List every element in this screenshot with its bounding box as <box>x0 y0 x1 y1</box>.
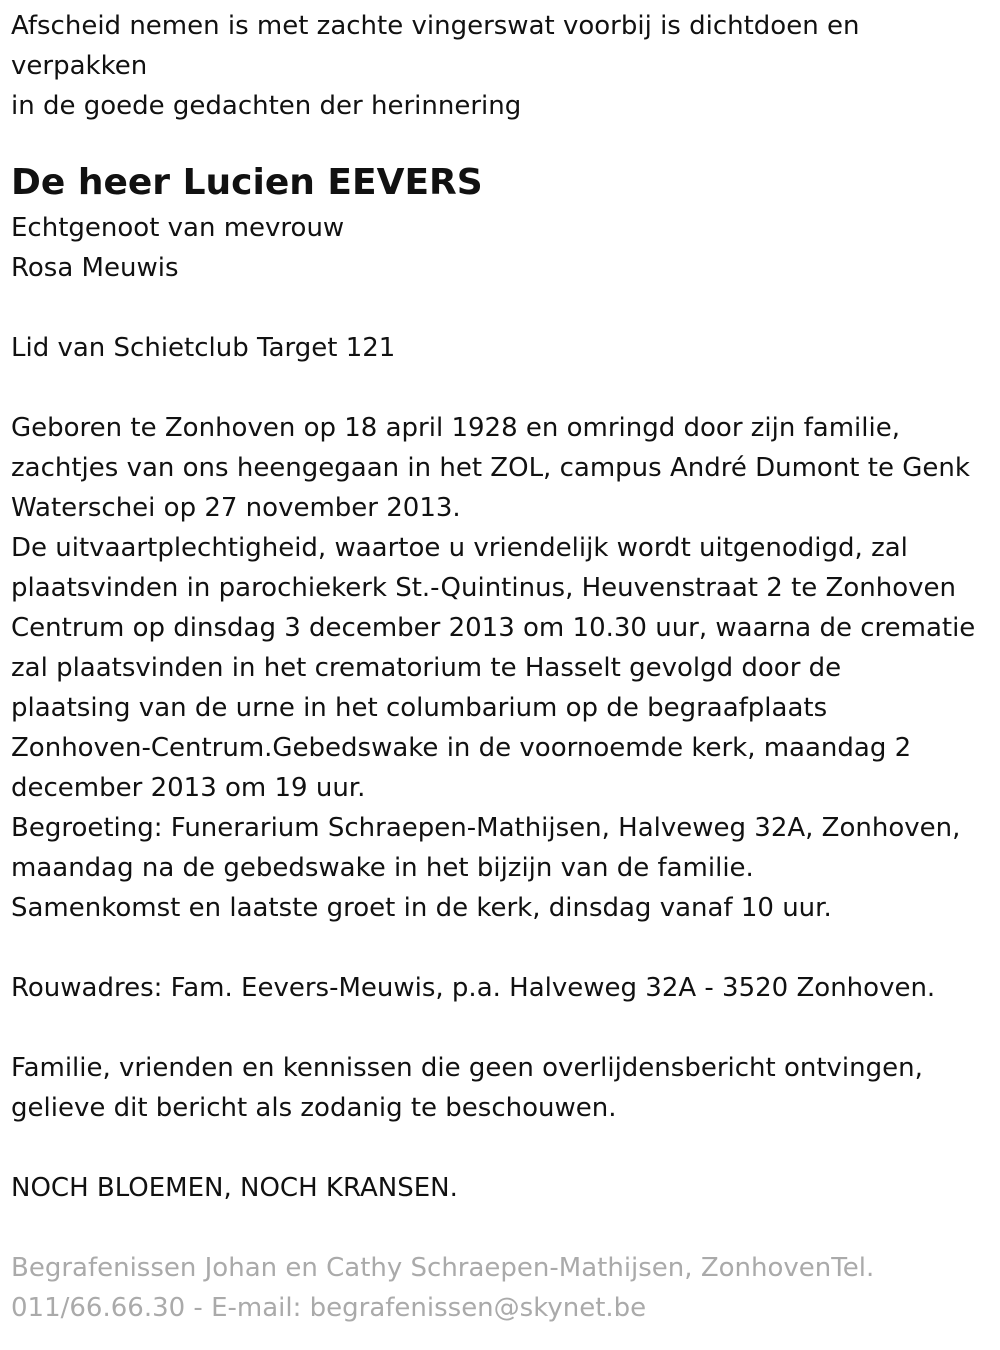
footer-line: 011/66.66.30 - E-mail: begrafenissen@skynet.be <box>11 1293 647 1323</box>
spacer <box>11 928 996 968</box>
spouse-line: Rosa Meuwis <box>11 253 179 283</box>
deceased-name-title: De heer Lucien EEVERS <box>11 162 483 203</box>
body-text <box>11 408 996 928</box>
spacer <box>11 368 996 408</box>
spacer <box>11 1008 996 1048</box>
notice-block <box>11 1048 996 1128</box>
spouse-line: Echtgenoot van mevrouw <box>11 213 345 243</box>
poem-line: verpakken <box>11 51 148 81</box>
body-line: december 2013 om 19 uur. <box>11 773 366 803</box>
funeral-home-footer <box>11 1248 996 1328</box>
body-line: Zonhoven-Centrum.Gebedswake in de voornoemde kerk, maandag 2 <box>11 733 912 763</box>
spacer <box>11 1208 996 1248</box>
spouse-block <box>11 208 996 288</box>
body-line: plaatsvinden in parochiekerk St.-Quintinus, Heuvenstraat 2 te Zonhoven <box>11 573 956 603</box>
spacer <box>11 1128 996 1168</box>
notice-line: Familie, vrienden en kennissen die geen overlijdensbericht ontvingen, <box>11 1053 923 1083</box>
body-line: De uitvaartplechtigheid, waartoe u vriendelijk wordt uitgenodigd, zal <box>11 533 908 563</box>
notice-line: gelieve dit bericht als zodanig te beschouwen. <box>11 1093 617 1123</box>
spacer <box>11 288 996 328</box>
body-line: Geboren te Zonhoven op 18 april 1928 en omringd door zijn familie, <box>11 413 900 443</box>
body-line: zal plaatsvinden in het crematorium te Hasselt gevolgd door de <box>11 653 842 683</box>
body-line: Waterschei op 27 november 2013. <box>11 493 461 523</box>
body-line: Begroeting: Funerarium Schraepen-Mathijsen, Halveweg 32A, Zonhoven, <box>11 813 961 843</box>
membership-line: Lid van Schietclub Target 121 <box>11 333 396 363</box>
poem-line: Afscheid nemen is met zachte vingerswat voorbij is dichtdoen en <box>11 11 860 41</box>
body-line: zachtjes van ons heengegaan in het ZOL, campus André Dumont te Genk <box>11 453 970 483</box>
mourning-address: Rouwadres: Fam. Eevers-Meuwis, p.a. Halveweg 32A - 3520 Zonhoven. <box>11 973 936 1003</box>
footer-line: Begrafenissen Johan en Cathy Schraepen-Mathijsen, ZonhovenTel. <box>11 1253 875 1283</box>
body-line: plaatsing van de urne in het columbarium op de begraafplaats <box>11 693 828 723</box>
poem-block <box>11 6 996 126</box>
flowers-notice: NOCH BLOEMEN, NOCH KRANSEN. <box>11 1173 458 1203</box>
poem-line: in de goede gedachten der herinnering <box>11 91 522 121</box>
body-line: Centrum op dinsdag 3 december 2013 om 10.30 uur, waarna de crematie <box>11 613 976 643</box>
body-line: maandag na de gebedswake in het bijzijn van de familie. <box>11 853 754 883</box>
body-line: Samenkomst en laatste groet in de kerk, dinsdag vanaf 10 uur. <box>11 893 832 923</box>
